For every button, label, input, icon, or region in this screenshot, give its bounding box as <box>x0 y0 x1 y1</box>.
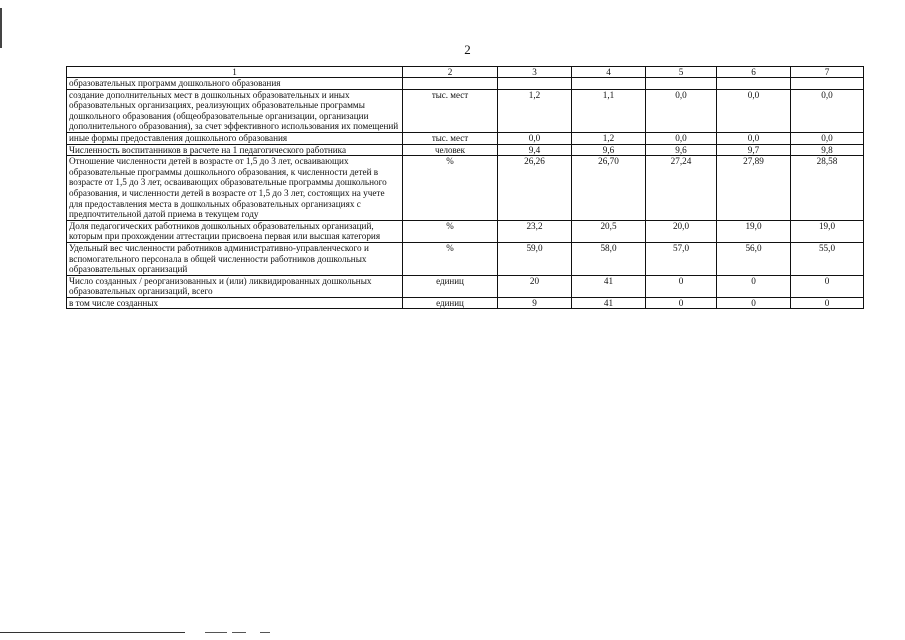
indicator-unit: тыс. мест <box>403 132 498 144</box>
indicator-unit <box>403 78 498 90</box>
scan-artifact-line <box>0 632 185 633</box>
value-cell: 26,70 <box>572 156 646 221</box>
indicator-unit: тыс. мест <box>403 89 498 132</box>
value-cell: 9,7 <box>717 144 791 156</box>
value-cell: 1,2 <box>498 89 572 132</box>
indicator-name: Отношение численности детей в возрасте от 1,5 до 3 лет, осваивающих образовательные программы дошкольного образования, к численности детей в возрасте от 1,5 до 3 лет, осваивающих образовательные программы дошкольного образования, и численности детей в возрасте от 1,5 до 3 лет, состоящих на учете для предоставления места в дошкольных образовательных организациях с предпочтительной датой приема в текущем году <box>67 156 403 221</box>
indicator-unit: единиц <box>403 297 498 309</box>
value-cell: 41 <box>572 297 646 309</box>
value-cell: 26,26 <box>498 156 572 221</box>
value-cell: 59,0 <box>498 242 572 275</box>
table-row <box>67 132 864 144</box>
value-cell: 19,0 <box>717 220 791 242</box>
value-cell: 0,0 <box>791 89 864 132</box>
header-col-3: 3 <box>498 67 572 78</box>
table-row <box>67 78 864 90</box>
header-col-6: 6 <box>717 67 791 78</box>
value-cell: 56,0 <box>717 242 791 275</box>
value-cell: 9,6 <box>572 144 646 156</box>
table-row <box>67 89 864 132</box>
value-cell: 55,0 <box>791 242 864 275</box>
value-cell: 0,0 <box>791 132 864 144</box>
indicator-name: создание дополнительных мест в дошкольных образовательных и иных образовательных организациях, реализующих образовательные программы дошкольного образования (общеобразовательные организации, организации дополнительного образования), за счет эффективного использования их помещений <box>67 89 403 132</box>
value-cell: 1,1 <box>572 89 646 132</box>
table-row <box>67 275 864 297</box>
table-row <box>67 297 864 309</box>
indicator-unit: человек <box>403 144 498 156</box>
value-cell: 20,5 <box>572 220 646 242</box>
scan-artifact-dash <box>232 632 246 633</box>
value-cell: 9,8 <box>791 144 864 156</box>
value-cell: 20,0 <box>646 220 717 242</box>
scan-artifact-dash <box>260 632 270 633</box>
indicator-name: иные формы предоставления дошкольного образования <box>67 132 403 144</box>
value-cell: 0,0 <box>717 89 791 132</box>
value-cell: 58,0 <box>572 242 646 275</box>
indicator-unit: единиц <box>403 275 498 297</box>
value-cell: 28,58 <box>791 156 864 221</box>
value-cell: 23,2 <box>498 220 572 242</box>
value-cell: 9 <box>498 297 572 309</box>
value-cell <box>498 78 572 90</box>
indicator-name: образовательных программ дошкольного образования <box>67 78 403 90</box>
value-cell: 0 <box>646 297 717 309</box>
table-row <box>67 242 864 275</box>
value-cell: 0,0 <box>646 132 717 144</box>
value-cell: 41 <box>572 275 646 297</box>
scan-artifact-dash <box>205 632 227 633</box>
indicators-table <box>66 66 864 309</box>
table-row <box>67 144 864 156</box>
indicator-unit: % <box>403 220 498 242</box>
header-col-1: 1 <box>67 67 403 78</box>
indicator-name: в том числе созданных <box>67 297 403 309</box>
value-cell <box>717 78 791 90</box>
indicator-unit: % <box>403 242 498 275</box>
indicator-unit: % <box>403 156 498 221</box>
value-cell: 27,89 <box>717 156 791 221</box>
value-cell: 57,0 <box>646 242 717 275</box>
value-cell: 0,0 <box>646 89 717 132</box>
value-cell: 27,24 <box>646 156 717 221</box>
value-cell: 1,2 <box>572 132 646 144</box>
value-cell <box>572 78 646 90</box>
value-cell: 0 <box>646 275 717 297</box>
value-cell <box>646 78 717 90</box>
value-cell: 0,0 <box>498 132 572 144</box>
table-row <box>67 156 864 221</box>
value-cell: 0 <box>717 275 791 297</box>
value-cell: 20 <box>498 275 572 297</box>
page-number: 2 <box>464 42 471 57</box>
value-cell: 9,6 <box>646 144 717 156</box>
value-cell: 0 <box>791 275 864 297</box>
table-row <box>67 220 864 242</box>
indicator-name: Численность воспитанников в расчете на 1 педагогического работника <box>67 144 403 156</box>
value-cell <box>791 78 864 90</box>
header-col-5: 5 <box>646 67 717 78</box>
value-cell: 9,4 <box>498 144 572 156</box>
value-cell: 0 <box>717 297 791 309</box>
header-col-2: 2 <box>403 67 498 78</box>
indicator-name: Число созданных / реорганизованных и (или) ликвидированных дошкольных образовательных организаций, всего <box>67 275 403 297</box>
table-header-row <box>67 67 864 78</box>
value-cell: 19,0 <box>791 220 864 242</box>
value-cell: 0,0 <box>717 132 791 144</box>
indicator-name: Доля педагогических работников дошкольных образовательных организаций, которым при прохождении аттестации присвоена первая или высшая категория <box>67 220 403 242</box>
value-cell: 0 <box>791 297 864 309</box>
indicator-name: Удельный вес численности работников административно-управленческого и вспомогательного персонала в общей численности работников дошкольных образовательных организаций <box>67 242 403 275</box>
header-col-4: 4 <box>572 67 646 78</box>
header-col-7: 7 <box>791 67 864 78</box>
